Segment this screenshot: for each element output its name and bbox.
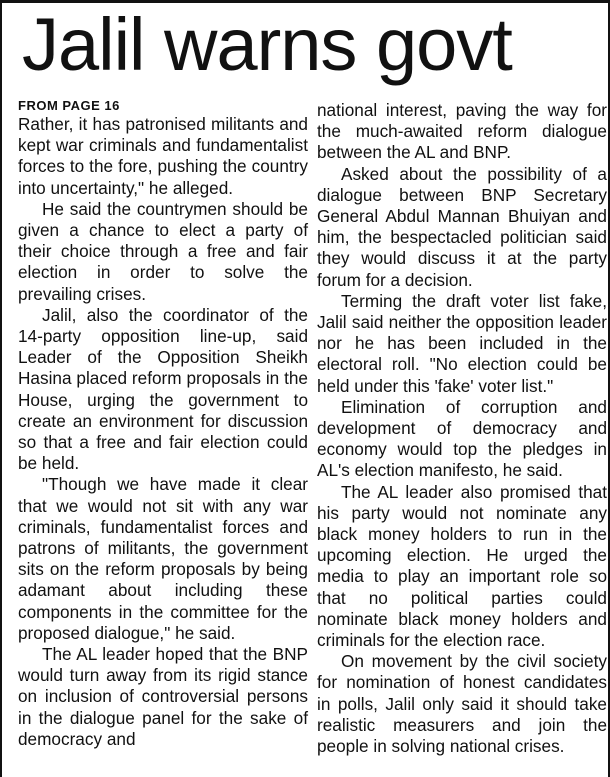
paragraph: He said the countrymen should be given a chance to elect a party of their choice through a free and fair election in order to solve the prevailing crises.: [18, 198, 308, 304]
right-column: [317, 100, 607, 757]
kicker: FROM PAGE 16: [18, 98, 120, 113]
paragraph: national interest, paving the way for the much-awaited reform dialogue between the AL and BNP.: [317, 100, 607, 163]
paragraph: The AL leader also promised that his party would not nominate any black money holders to run in the upcoming election. He urged the media to play an important role so that no political parties could nominate black money holders and criminals for the election race.: [317, 481, 607, 651]
left-column: [18, 98, 308, 750]
headline: Jalil warns govt: [22, 3, 512, 86]
paragraph: On movement by the civil society for nomination of honest candidates in polls, Jalil only said it should take realistic measurers and join the people in solving national crises.: [317, 651, 607, 757]
paragraph: Elimination of corruption and development of democracy and economy would top the pledges in AL's election manifesto, he said.: [317, 396, 607, 481]
paragraph: Rather, it has patronised militants and kept war criminals and fundamentalist forces to the fore, pushing the country into uncertainty," he alleged.: [18, 114, 308, 198]
paragraph: "Though we have made it clear that we would not sit with any war criminals, fundamentalist forces and patrons of militants, the government sits on the reform proposals by being adamant about including these components in the committee for the proposed dialogue," he said.: [18, 474, 308, 643]
paragraph: Asked about the possibility of a dialogue between BNP Secretary General Abdul Mannan Bhuiyan and him, the bespectacled politician said they would discuss it at the party forum for a decision.: [317, 163, 607, 290]
left-border: [0, 0, 2, 777]
paragraph: Terming the draft voter list fake, Jalil said neither the opposition leader nor he has been included in the electoral roll. "No election could be held under this 'fake' voter list.": [317, 290, 607, 396]
paragraph: Jalil, also the coordinator of the 14-party opposition line-up, said Leader of the Opposition Sheikh Hasina placed reform proposals in the House, urging the government to create an environment for discussion so that a free and fair election could be held.: [18, 304, 308, 474]
paragraph: The AL leader hoped that the BNP would turn away from its rigid stance on inclusion of controversial persons in the dialogue panel for the sake of democracy and: [18, 644, 308, 749]
